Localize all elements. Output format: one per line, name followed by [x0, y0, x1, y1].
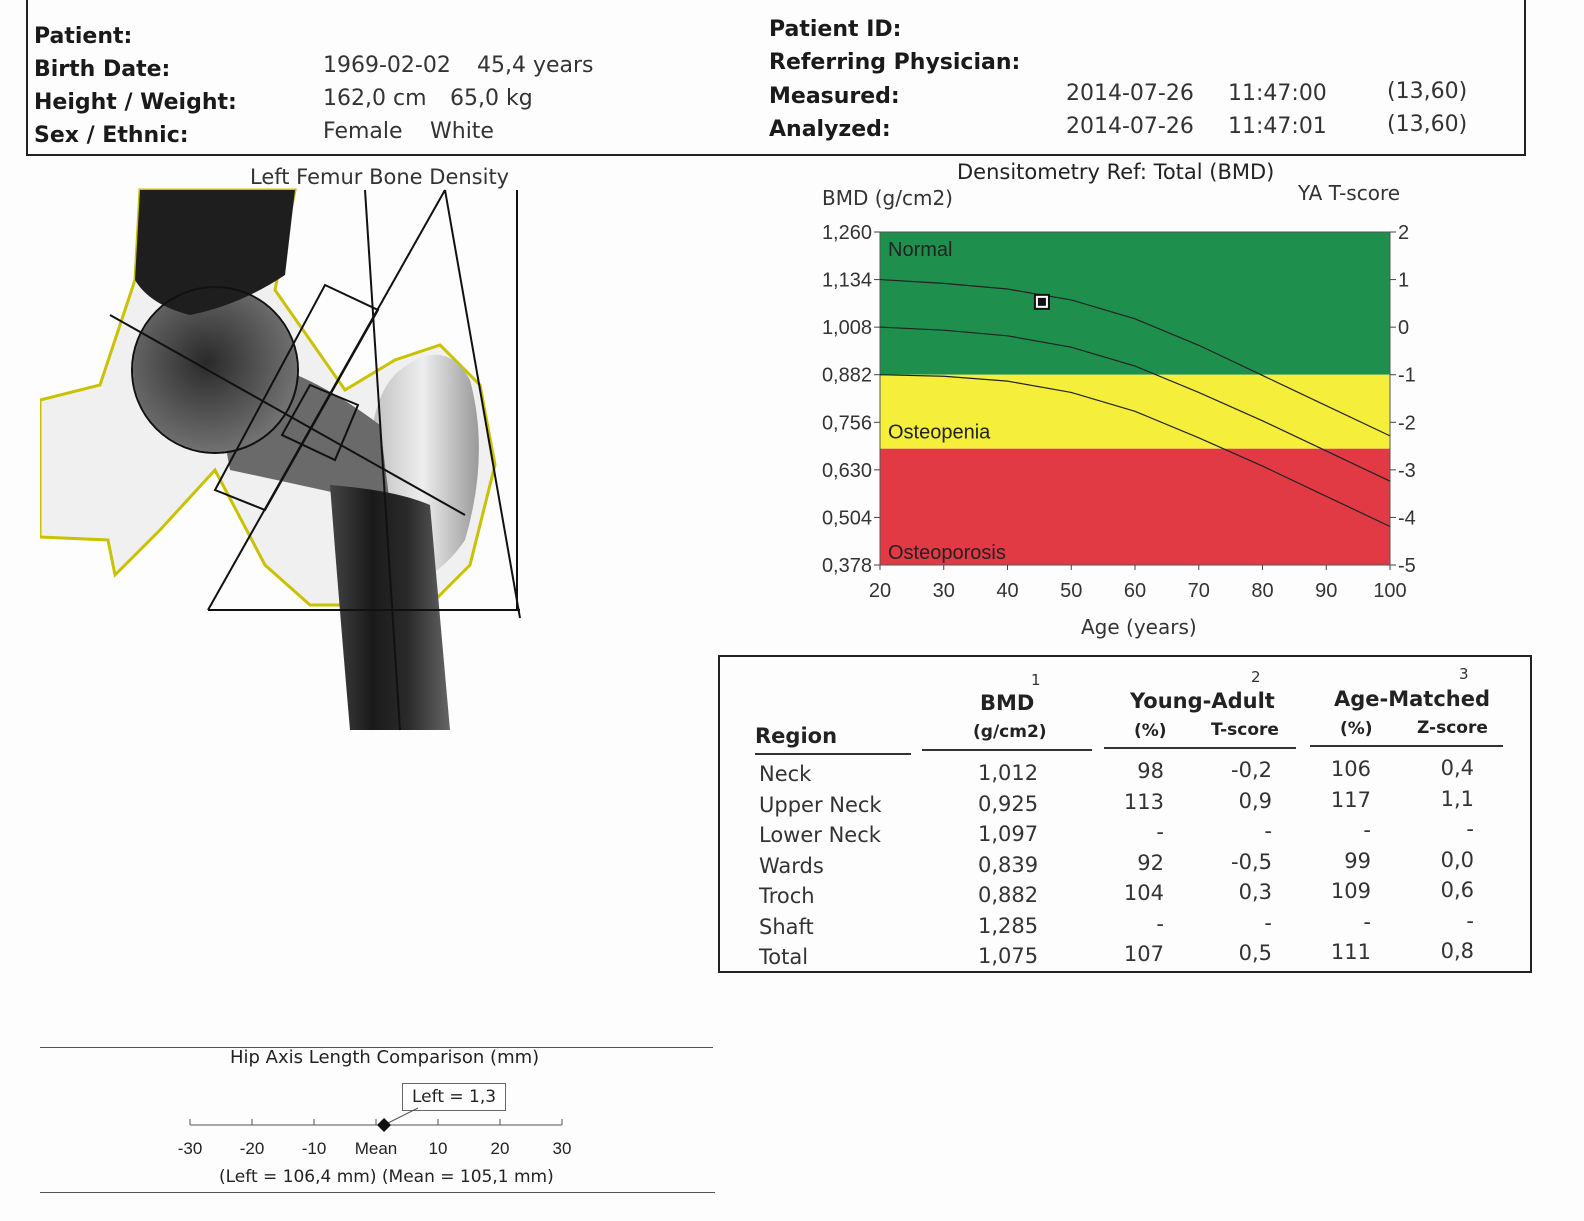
am-pct-cell: 117 [1330, 787, 1371, 812]
field-label: Analyzed: [769, 117, 891, 142]
chart-title: Densitometry Ref: Total (BMD) [957, 160, 1275, 184]
field-value: White [430, 119, 494, 144]
field-value: Female [323, 119, 403, 144]
x-axis-label: Age (years) [1081, 615, 1197, 639]
ya-pct-cell: 107 [1123, 942, 1164, 966]
ya-pct-cell: 113 [1123, 789, 1164, 814]
y2-tick-label: -2 [1398, 412, 1416, 435]
field-label: Birth Date: [34, 57, 171, 82]
hal-tick-label: 20 [490, 1139, 510, 1158]
hal-tick-label: -20 [239, 1139, 265, 1158]
field-time: 11:47:01 [1228, 114, 1327, 139]
zone-normal [880, 232, 1390, 375]
region-cell: Total [759, 945, 809, 969]
x-tick-label: 90 [1315, 580, 1338, 602]
y-axis-label: BMD (g/cm2) [822, 186, 953, 210]
ya-pct-cell: 98 [1137, 759, 1164, 783]
tscore-cell: -0,5 [1231, 849, 1272, 874]
field-label: Referring Physician: [769, 50, 1021, 75]
y2-tick-label: -3 [1398, 459, 1416, 482]
hal-callout-leader [384, 1108, 418, 1125]
hal-callout: Left = 1,3 [402, 1083, 506, 1111]
patient-marker-center [1038, 298, 1046, 306]
y-tick-label: 0,504 [821, 507, 872, 530]
tscore-cell: - [1264, 819, 1272, 843]
y-tick-label: 1,260 [821, 222, 872, 244]
hal-tick-label: -10 [301, 1139, 327, 1158]
region-cell: Upper Neck [759, 792, 882, 817]
am-pct-cell: 111 [1330, 940, 1371, 964]
hal-tick-label: -30 [177, 1139, 203, 1158]
ya-pct-cell: - [1156, 820, 1164, 844]
bmd-cell: 1,075 [978, 944, 1039, 968]
hal-scale [150, 1105, 610, 1165]
age-matched-header: Age-Matched [1334, 687, 1491, 711]
ya-col-number: 2 [1251, 668, 1261, 686]
field-label: Patient ID: [769, 17, 902, 42]
field-label: Measured: [769, 84, 900, 109]
bmd-col-number: 1 [1031, 671, 1041, 689]
header-rule [1104, 747, 1296, 749]
header-rule [922, 749, 1092, 751]
bmd-cell: 1,285 [978, 913, 1039, 938]
am-pct-cell: - [1363, 909, 1371, 934]
y2-axis-label: YA T-score [1298, 181, 1401, 205]
ya-pct-header: (%) [1134, 721, 1167, 741]
zscore-cell: 0,6 [1440, 878, 1474, 902]
y2-tick-label: 0 [1398, 317, 1410, 340]
zscore-cell: 1,1 [1440, 786, 1474, 811]
hal-bottom-rule [40, 1192, 715, 1193]
hal-tick-label: Mean [354, 1139, 398, 1158]
region-cell: Lower Neck [759, 823, 881, 847]
y2-tick-label: -4 [1398, 507, 1416, 530]
x-tick-label: 60 [1123, 580, 1147, 602]
zscore-cell: - [1466, 908, 1474, 933]
region-cell: Shaft [759, 914, 814, 939]
young-adult-header: Young-Adult [1130, 689, 1275, 713]
am-col-number: 3 [1459, 665, 1469, 683]
region-cell: Wards [759, 853, 824, 878]
tscore-header: T-score [1211, 720, 1279, 740]
am-pct-cell: 99 [1344, 848, 1371, 873]
bmd-unit-header: (g/cm2) [973, 722, 1047, 742]
tscore-cell: 0,3 [1238, 880, 1272, 904]
zscore-cell: 0,8 [1440, 939, 1474, 963]
zone-label: Osteopenia [888, 421, 991, 444]
y-tick-label: 1,008 [821, 317, 872, 340]
x-tick-label: 30 [932, 580, 955, 602]
hal-footer: (Left = 106,4 mm) (Mean = 105,1 mm) [219, 1167, 554, 1187]
tscore-cell: 0,9 [1238, 788, 1272, 813]
field-value: 1969-02-02 [323, 53, 451, 78]
field-value: 45,4 years [477, 53, 594, 78]
ya-pct-cell: - [1156, 911, 1164, 936]
hal-title: Hip Axis Length Comparison (mm) [230, 1047, 540, 1068]
y2-tick-label: -1 [1398, 364, 1416, 387]
femur-scan-image [40, 185, 540, 745]
x-tick-label: 70 [1187, 580, 1210, 602]
zone-label: Osteoporosis [888, 542, 1006, 564]
x-tick-label: 40 [996, 580, 1019, 602]
zscore-header: Z-score [1417, 718, 1488, 738]
hal-marker [377, 1118, 391, 1132]
am-pct-cell: - [1363, 818, 1371, 842]
ya-pct-cell: 92 [1137, 850, 1164, 875]
y-tick-label: 0,882 [821, 364, 872, 387]
field-value: 162,0 cm [323, 86, 427, 111]
field-label: Height / Weight: [34, 90, 237, 115]
bmd-header: BMD [980, 691, 1035, 715]
bmd-cell: 0,882 [978, 883, 1039, 907]
y-tick-label: 0,378 [821, 555, 872, 577]
bmd-cell: 1,097 [978, 822, 1039, 846]
am-pct-cell: 109 [1330, 879, 1371, 903]
field-code: (13,60) [1387, 79, 1468, 104]
tscore-cell: -0,2 [1231, 758, 1272, 782]
hal-tick-label: 30 [552, 1139, 572, 1158]
field-date: 2014-07-26 [1066, 81, 1194, 106]
zscore-cell: - [1466, 817, 1474, 841]
y-tick-label: 0,630 [821, 459, 872, 482]
am-pct-cell: 106 [1330, 757, 1371, 781]
zscore-cell: 0,4 [1440, 756, 1474, 780]
hal-tick-label: 10 [428, 1139, 448, 1158]
tscore-cell: - [1264, 910, 1272, 935]
field-label: Patient: [34, 24, 133, 49]
header-rule [1310, 745, 1503, 747]
region-cell: Neck [759, 762, 812, 786]
ya-pct-cell: 104 [1123, 881, 1164, 905]
y-tick-label: 0,756 [821, 412, 872, 435]
field-label: Sex / Ethnic: [34, 123, 189, 148]
bmd-cell: 0,925 [978, 791, 1039, 816]
bmd-cell: 1,012 [978, 761, 1039, 785]
field-date: 2014-07-26 [1066, 114, 1194, 139]
bmd-cell: 0,839 [978, 852, 1039, 877]
x-tick-label: 20 [868, 580, 892, 602]
tscore-cell: 0,5 [1238, 941, 1272, 965]
zscore-cell: 0,0 [1440, 847, 1474, 872]
field-code: (13,60) [1387, 112, 1468, 137]
bmd-reference-chart [800, 215, 1440, 610]
region-cell: Troch [759, 884, 815, 908]
region-header: Region [755, 724, 838, 748]
am-pct-header: (%) [1340, 719, 1373, 739]
y2-tick-label: -5 [1398, 555, 1416, 577]
field-time: 11:47:00 [1228, 81, 1327, 106]
scan-title: Left Femur Bone Density [250, 165, 510, 189]
y2-tick-label: 2 [1398, 222, 1410, 244]
x-tick-label: 50 [1060, 580, 1083, 602]
x-tick-label: 100 [1373, 580, 1407, 602]
field-value: 65,0 kg [450, 86, 533, 111]
y-tick-label: 1,134 [821, 269, 872, 292]
zone-label: Normal [888, 239, 953, 261]
header-rule [755, 753, 911, 755]
y2-tick-label: 1 [1398, 269, 1410, 292]
x-tick-label: 80 [1251, 580, 1274, 602]
